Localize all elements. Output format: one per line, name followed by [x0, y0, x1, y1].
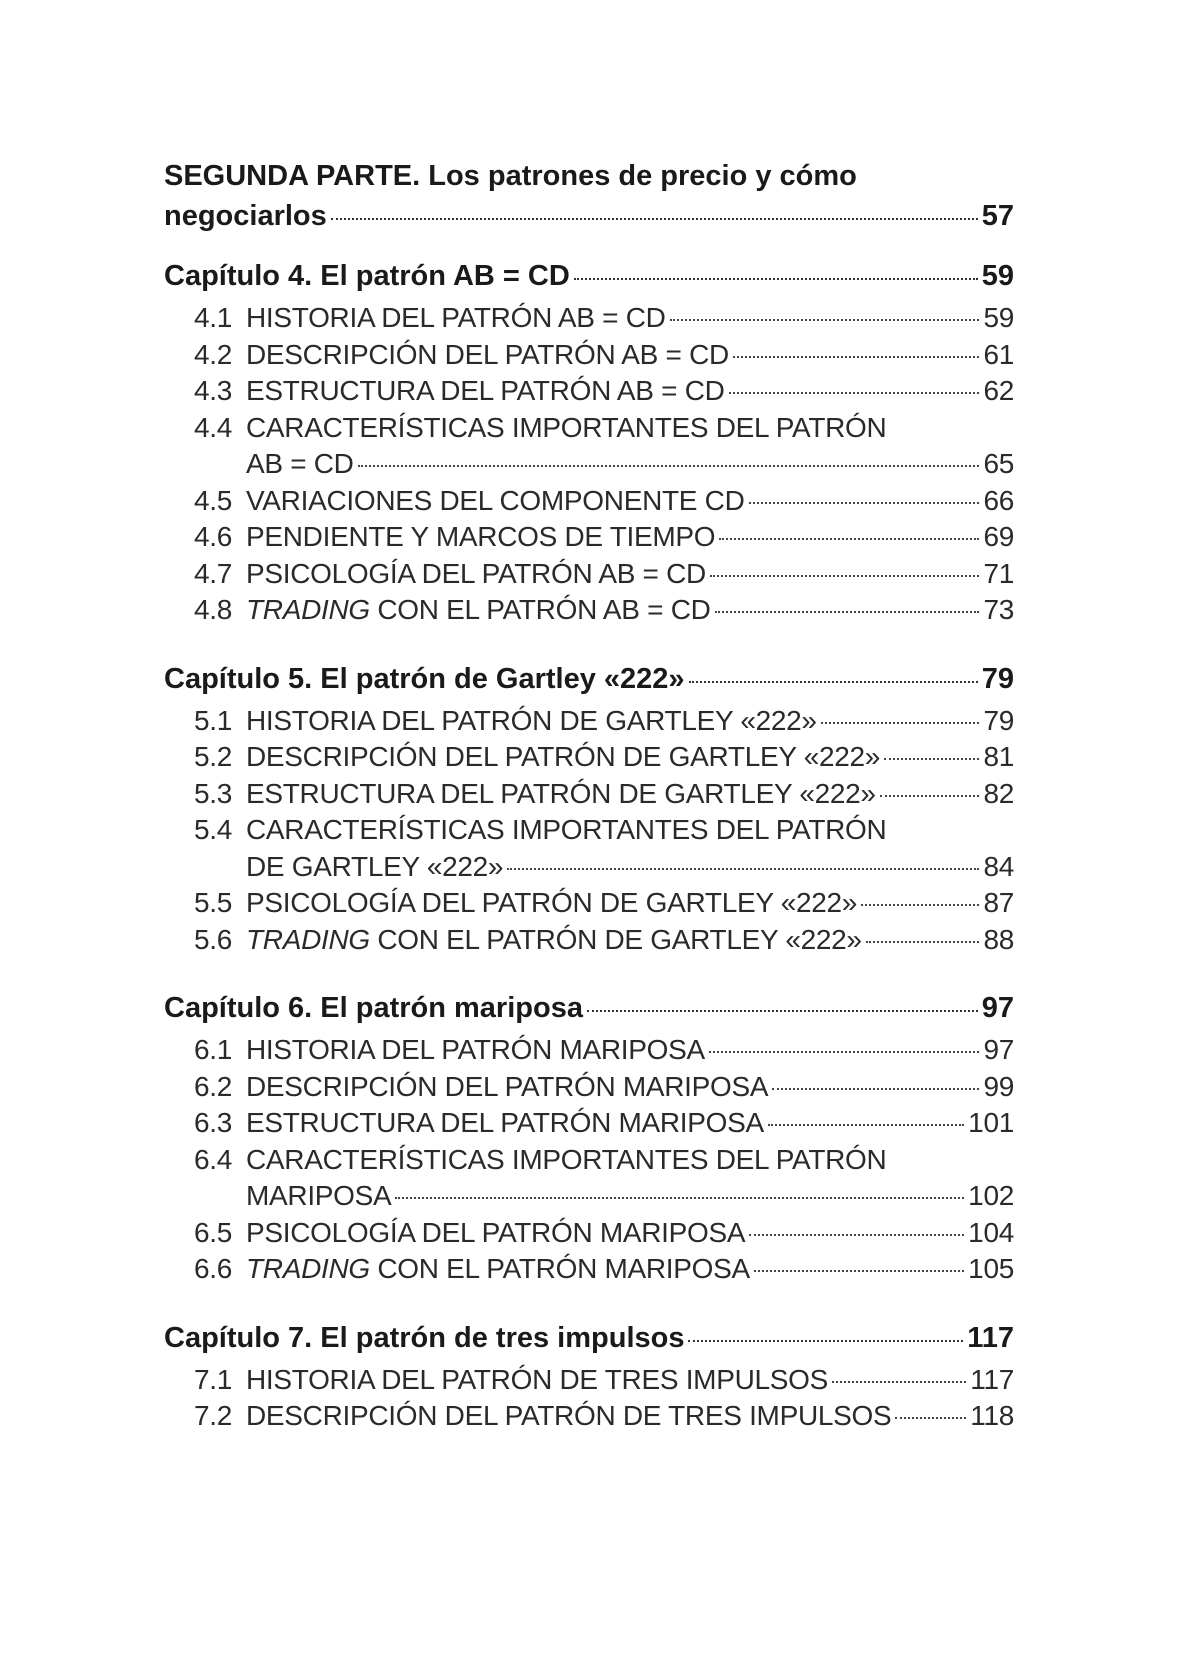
- section-entry: [164, 1142, 1014, 1215]
- page-number: 69: [983, 521, 1014, 552]
- dot-leader: [331, 218, 978, 220]
- section-entry: [164, 885, 1014, 922]
- section-title: [246, 1178, 391, 1215]
- dot-leader: [574, 278, 978, 280]
- section-number: 5.5: [194, 887, 233, 918]
- section-title: [246, 373, 725, 410]
- section-line: [246, 1105, 1014, 1142]
- section-line: [246, 483, 1014, 520]
- section-entry: [164, 1105, 1014, 1142]
- section-body: [246, 1251, 1014, 1288]
- chapter-list: [164, 256, 1014, 1435]
- section-title-text: ESTRUCTURA DEL PATRÓN AB = CD: [246, 375, 725, 406]
- section-title-text: CON EL PATRÓN MARIPOSA: [369, 1253, 750, 1284]
- section-entry: [164, 410, 1014, 483]
- section-title-text: PSICOLOGÍA DEL PATRÓN AB = CD: [246, 557, 706, 589]
- dot-leader: [832, 1381, 966, 1383]
- section-line: [246, 1178, 1014, 1215]
- section-number: 4.6: [194, 521, 233, 552]
- section-entry: [164, 739, 1014, 776]
- dot-leader: [689, 681, 978, 683]
- section-title-text: CON EL PATRÓN DE GARTLEY «222»: [369, 923, 862, 955]
- section-body: [246, 519, 1014, 556]
- section-line: [246, 776, 1014, 813]
- section-entry: [164, 1362, 1014, 1399]
- section-entry: [164, 1032, 1014, 1069]
- page-number: 73: [983, 594, 1014, 625]
- section-line: [246, 556, 1014, 593]
- section-title-text: DESCRIPCIÓN DEL PATRÓN AB = CD: [246, 338, 729, 370]
- section-entry: [164, 337, 1014, 374]
- section-entry: [164, 812, 1014, 885]
- section-number: 6.5: [194, 1216, 233, 1248]
- section-body: [246, 592, 1014, 629]
- page-number: 97: [983, 1034, 1014, 1065]
- chapter-entry: [164, 1318, 1014, 1435]
- section-title-text: HISTORIA DEL PATRÓN MARIPOSA: [246, 1034, 705, 1065]
- section-body: [246, 300, 1014, 337]
- page-number: 87: [983, 887, 1014, 918]
- chapter-title: [164, 988, 1014, 1028]
- section-number: 5.3: [194, 777, 233, 809]
- section-body: [246, 1105, 1014, 1142]
- chapter-title-text: Capítulo 7. El patrón de tres impulsos: [164, 1321, 685, 1354]
- page-number: 82: [983, 777, 1014, 809]
- dot-leader: [710, 575, 980, 577]
- page-number: 105: [968, 1253, 1014, 1284]
- section-line: [246, 739, 1014, 776]
- section-title-line1: CARACTERÍSTICAS IMPORTANTES DEL PATRÓN: [246, 814, 887, 845]
- chapter-title-text: Capítulo 5. El patrón de Gartley «222»: [164, 662, 685, 695]
- section-title: [246, 1069, 768, 1106]
- page-number: 81: [983, 741, 1014, 772]
- section-title: [246, 703, 817, 740]
- section-entry: [164, 592, 1014, 629]
- section-list: [164, 703, 1014, 959]
- section-title-text: ESTRUCTURA DEL PATRÓN DE GARTLEY «222»: [246, 777, 876, 809]
- chapter-title: [164, 256, 1014, 296]
- chapter-entry: [164, 988, 1014, 1288]
- page-number: 59: [981, 260, 1014, 292]
- section-line: [246, 849, 1014, 886]
- section-body: [246, 922, 1014, 959]
- section-number: 4.1: [194, 302, 233, 333]
- page-number: 59: [983, 302, 1014, 333]
- section-title: [246, 1251, 750, 1288]
- section-number: 6.6: [194, 1253, 233, 1284]
- section-entry: [164, 703, 1014, 740]
- section-title-italic: TRADING: [246, 923, 370, 955]
- section-title-italic: TRADING: [246, 1253, 370, 1284]
- section-line: [246, 1032, 1014, 1069]
- section-body: [246, 410, 1014, 483]
- section-body: [246, 337, 1014, 374]
- section-body: [246, 1215, 1014, 1252]
- section-line: [246, 1069, 1014, 1106]
- dot-leader: [866, 941, 980, 943]
- section-title-line1: CARACTERÍSTICAS IMPORTANTES DEL PATRÓN: [246, 411, 887, 443]
- section-title-continuation: DE GARTLEY «222»: [246, 850, 504, 882]
- section-line: [246, 446, 1014, 483]
- section-body: [246, 739, 1014, 776]
- section-line: [246, 519, 1014, 556]
- section-title: [246, 446, 354, 483]
- page-number: 66: [983, 484, 1014, 516]
- dot-leader: [688, 1340, 963, 1342]
- section-number: 5.1: [194, 704, 233, 736]
- section-title: [246, 483, 745, 520]
- section-entry: [164, 922, 1014, 959]
- part-title-line2: [164, 196, 1014, 236]
- page-number: 101: [968, 1107, 1014, 1138]
- dot-leader: [715, 611, 980, 613]
- section-number: 5.6: [194, 923, 233, 955]
- section-title-italic: TRADING: [246, 594, 370, 625]
- section-title-text: DESCRIPCIÓN DEL PATRÓN DE GARTLEY «222»: [246, 741, 881, 772]
- dot-leader: [768, 1124, 964, 1126]
- section-line: [246, 1215, 1014, 1252]
- page-number: 84: [983, 850, 1014, 882]
- section-number: 7.1: [194, 1363, 233, 1395]
- dot-leader: [729, 392, 980, 394]
- section-title: [246, 739, 880, 776]
- section-list: [164, 300, 1014, 629]
- section-line: [246, 300, 1014, 337]
- dot-leader: [749, 1234, 964, 1236]
- page-number: 97: [981, 992, 1014, 1024]
- dot-leader: [861, 904, 979, 906]
- section-number: 4.8: [194, 594, 233, 625]
- section-title-text: PENDIENTE Y MARCOS DE TIEMPO: [246, 521, 716, 552]
- dot-leader: [670, 319, 980, 321]
- section-title: [246, 1362, 828, 1399]
- section-title: [246, 519, 715, 556]
- section-body: [246, 1032, 1014, 1069]
- page-number: 102: [968, 1180, 1014, 1211]
- section-title: [246, 1398, 891, 1435]
- part-title-line1: SEGUNDA PARTE. Los patrones de precio y cómo: [164, 160, 857, 192]
- section-line: [246, 337, 1014, 374]
- section-number: 5.4: [194, 814, 233, 845]
- section-number: 4.3: [194, 375, 233, 406]
- section-number: 6.1: [194, 1034, 233, 1065]
- section-title: [246, 776, 876, 813]
- section-body: [246, 885, 1014, 922]
- chapter-title: [164, 659, 1014, 699]
- section-body: [246, 1362, 1014, 1399]
- page-number: 61: [983, 338, 1014, 370]
- section-title: [246, 1105, 764, 1142]
- section-body: [246, 1069, 1014, 1106]
- section-title-text: PSICOLOGÍA DEL PATRÓN MARIPOSA: [246, 1216, 746, 1248]
- section-entry: [164, 556, 1014, 593]
- section-entry: [164, 1215, 1014, 1252]
- section-line: [246, 1251, 1014, 1288]
- section-title: [246, 556, 706, 593]
- section-body: [246, 1142, 1014, 1215]
- dot-leader: [880, 795, 980, 797]
- chapter-entry: [164, 256, 1014, 629]
- page-number: 71: [983, 557, 1014, 589]
- page-number: 88: [983, 923, 1014, 955]
- section-number: 4.7: [194, 557, 233, 589]
- section-title-text: HISTORIA DEL PATRÓN DE TRES IMPULSOS: [246, 1363, 828, 1395]
- section-title: [246, 1032, 705, 1069]
- page-number: 57: [981, 200, 1014, 232]
- section-entry: [164, 519, 1014, 556]
- section-title-text: CON EL PATRÓN AB = CD: [369, 594, 711, 625]
- section-title: [246, 885, 857, 922]
- section-title: [246, 849, 503, 886]
- section-title-text: PSICOLOGÍA DEL PATRÓN DE GARTLEY «222»: [246, 887, 858, 918]
- section-title: [246, 922, 862, 959]
- section-number: 7.2: [194, 1400, 233, 1431]
- section-body: [246, 1398, 1014, 1435]
- section-line: [246, 592, 1014, 629]
- section-number: 4.5: [194, 484, 233, 516]
- section-entry: [164, 1398, 1014, 1435]
- table-of-contents: [164, 156, 1014, 1435]
- section-number: 6.4: [194, 1143, 233, 1175]
- section-line: [246, 373, 1014, 410]
- section-title-text: VARIACIONES DEL COMPONENTE CD: [246, 484, 745, 516]
- section-list: [164, 1362, 1014, 1435]
- section-title: [246, 337, 729, 374]
- dot-leader: [733, 356, 980, 358]
- section-number: 5.2: [194, 741, 233, 772]
- section-title-text: HISTORIA DEL PATRÓN AB = CD: [246, 302, 666, 333]
- chapter-title-text: Capítulo 4. El patrón AB = CD: [164, 260, 570, 292]
- dot-leader: [821, 722, 980, 724]
- section-entry: [164, 1251, 1014, 1288]
- part-title-continuation: negociarlos: [164, 200, 327, 232]
- section-body: [246, 776, 1014, 813]
- dot-leader: [719, 538, 979, 540]
- chapter-title: [164, 1318, 1014, 1358]
- section-number: 6.3: [194, 1107, 233, 1138]
- section-entry: [164, 1069, 1014, 1106]
- dot-leader: [507, 868, 979, 870]
- dot-leader: [895, 1417, 966, 1419]
- section-title-text: DESCRIPCIÓN DEL PATRÓN DE TRES IMPULSOS: [246, 1400, 892, 1431]
- dot-leader: [587, 1010, 978, 1012]
- section-title: [246, 592, 711, 629]
- section-body: [246, 556, 1014, 593]
- section-title-continuation: MARIPOSA: [246, 1180, 392, 1211]
- section-line: [246, 885, 1014, 922]
- page-number: 65: [983, 448, 1014, 479]
- section-title-text: ESTRUCTURA DEL PATRÓN MARIPOSA: [246, 1107, 764, 1138]
- section-title-text: DESCRIPCIÓN DEL PATRÓN MARIPOSA: [246, 1070, 769, 1102]
- section-line: [246, 1362, 1014, 1399]
- dot-leader: [754, 1270, 964, 1272]
- section-title-text: HISTORIA DEL PATRÓN DE GARTLEY «222»: [246, 704, 817, 736]
- section-entry: [164, 373, 1014, 410]
- page-number: 79: [981, 662, 1014, 695]
- section-number: 4.4: [194, 411, 233, 443]
- section-body: [246, 703, 1014, 740]
- section-body: [246, 373, 1014, 410]
- section-line: [246, 922, 1014, 959]
- section-entry: [164, 483, 1014, 520]
- section-title-line1: CARACTERÍSTICAS IMPORTANTES DEL PATRÓN: [246, 1143, 887, 1175]
- page-number: 104: [968, 1216, 1014, 1248]
- dot-leader: [884, 758, 979, 760]
- page-number: 79: [983, 704, 1014, 736]
- section-title-continuation: AB = CD: [246, 448, 354, 479]
- section-entry: [164, 776, 1014, 813]
- chapter-entry: [164, 659, 1014, 959]
- dot-leader: [709, 1051, 980, 1053]
- section-line: [246, 703, 1014, 740]
- section-body: [246, 812, 1014, 885]
- page-number: 62: [983, 375, 1014, 406]
- page-number: 117: [967, 1321, 1014, 1354]
- chapter-title-text: Capítulo 6. El patrón mariposa: [164, 992, 583, 1024]
- page-number: 99: [983, 1070, 1014, 1102]
- section-title: [246, 300, 666, 337]
- dot-leader: [395, 1197, 964, 1199]
- section-body: [246, 483, 1014, 520]
- section-number: 4.2: [194, 338, 233, 370]
- section-entry: [164, 300, 1014, 337]
- dot-leader: [772, 1088, 979, 1090]
- dot-leader: [358, 465, 980, 467]
- page-number: 118: [970, 1400, 1014, 1431]
- section-title: [246, 1215, 745, 1252]
- section-list: [164, 1032, 1014, 1288]
- part-heading: [164, 156, 1014, 236]
- section-line: [246, 1398, 1014, 1435]
- page-number: 117: [970, 1363, 1014, 1395]
- section-number: 6.2: [194, 1070, 233, 1102]
- dot-leader: [749, 502, 980, 504]
